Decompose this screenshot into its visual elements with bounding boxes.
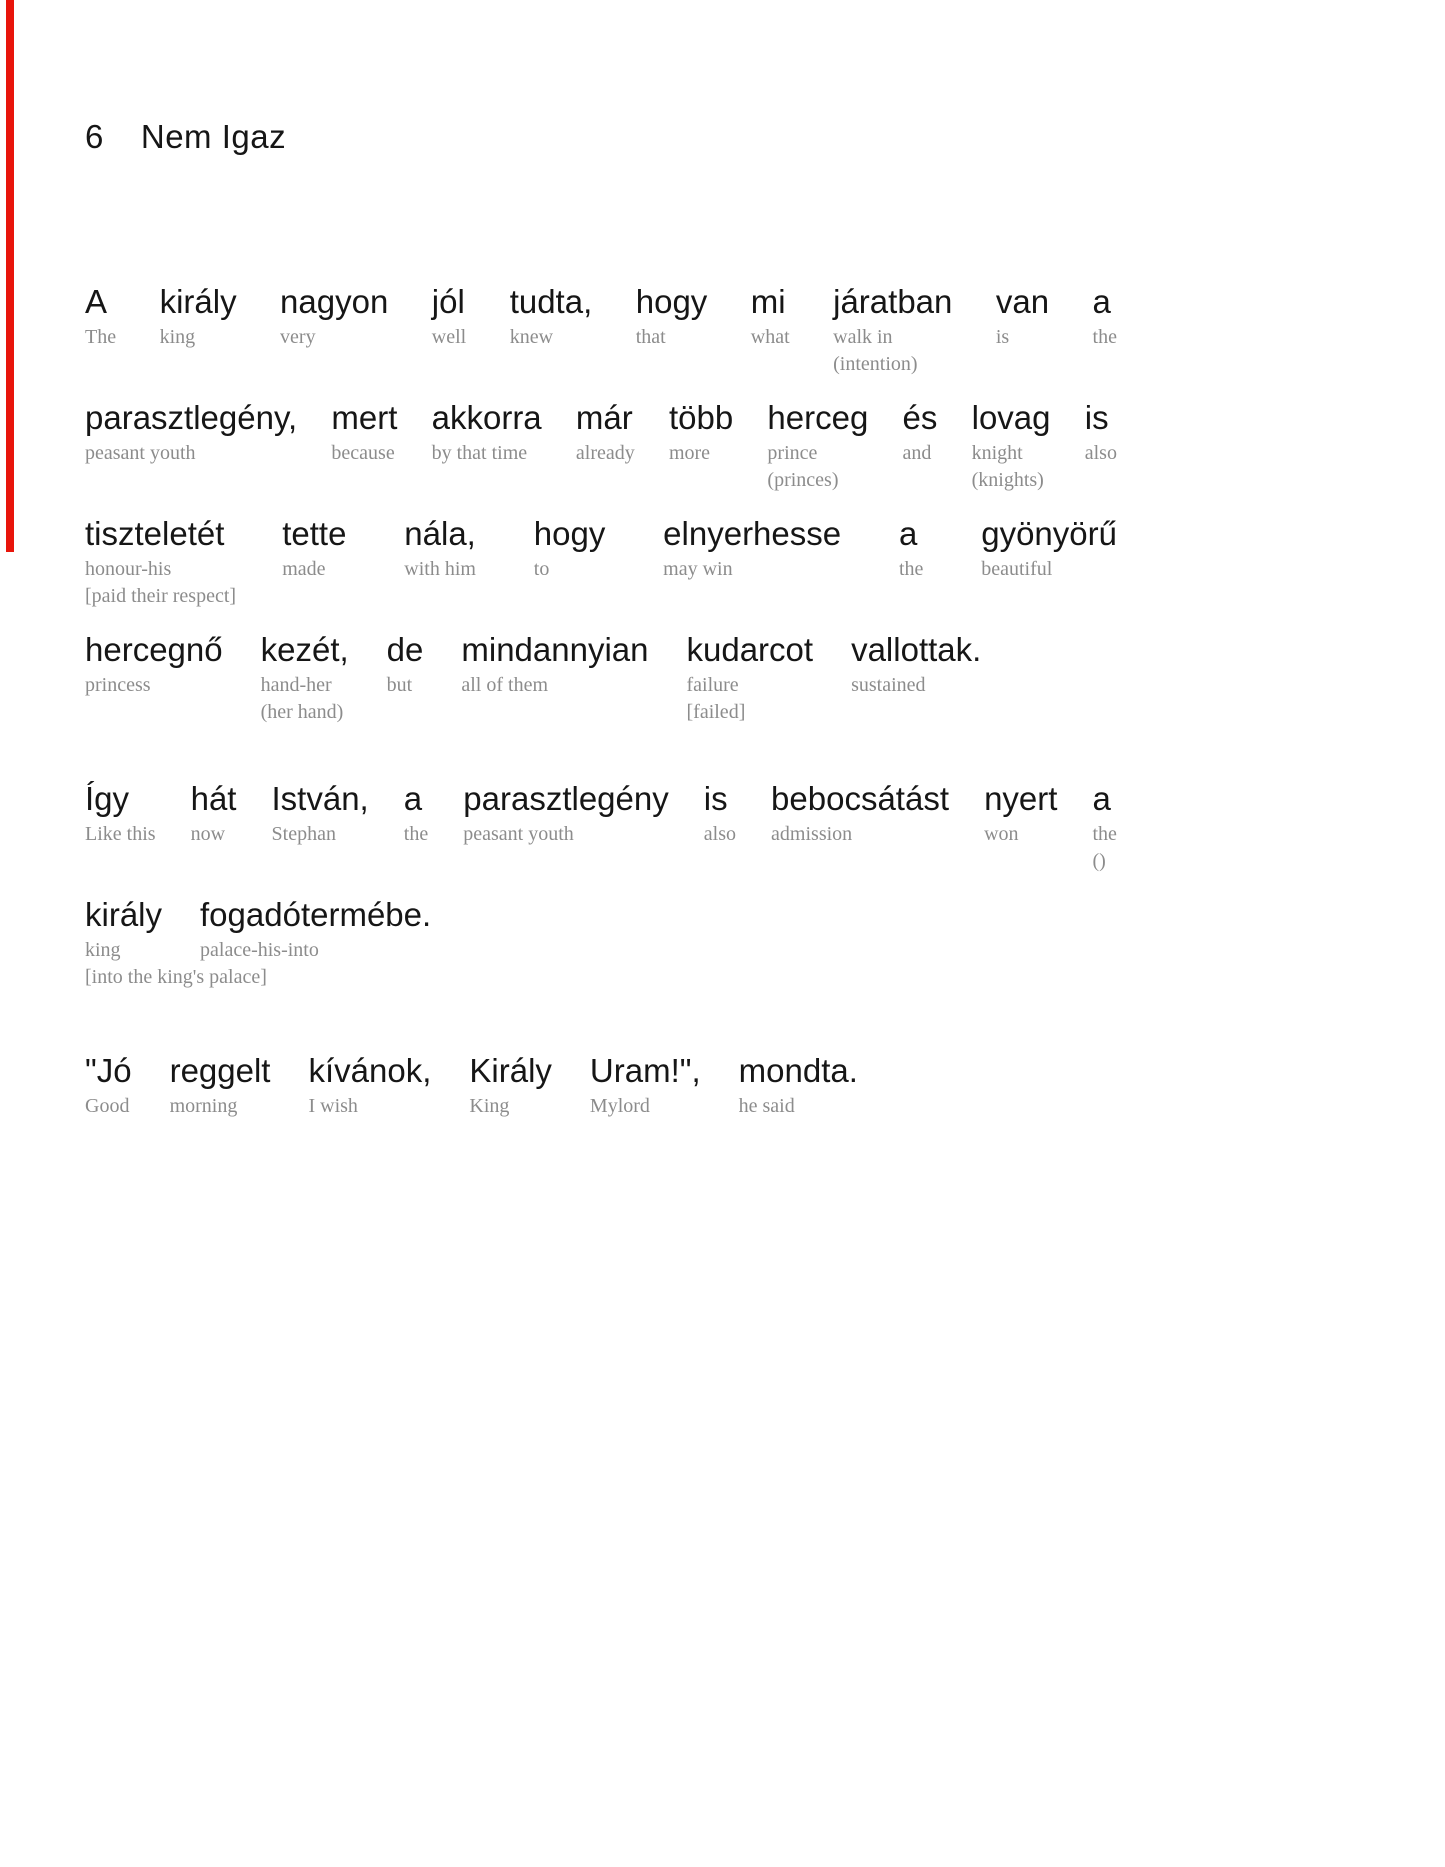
gloss-line: knew [509,326,554,348]
gloss-line: that [635,326,666,348]
gloss-line: I wish [308,1095,358,1117]
hungarian-word: de [386,631,424,668]
word-unit [981,512,1117,583]
word-unit [308,1049,431,1120]
word-unit [590,1049,701,1120]
word-unit [260,628,349,723]
gloss-line: also [703,823,736,845]
gloss-line: honour-his [85,558,172,580]
gloss-line: also [1084,442,1117,464]
gloss-line: very [280,326,316,348]
gloss-line: Good [85,1095,130,1117]
gloss-line: the [1092,823,1117,845]
gloss-line: King [469,1095,510,1117]
paragraph [85,1049,1445,1120]
word-unit [85,280,116,351]
word-unit [576,396,635,467]
chapter-title: Nem Igaz [140,118,287,155]
word-unit [432,280,466,351]
word-unit [170,1049,271,1120]
gloss-note: (her hand) [260,701,344,723]
gloss-line: the [403,823,429,845]
gloss-line: king [159,326,196,348]
word-unit [751,280,790,351]
word-unit [85,777,156,848]
hungarian-word: kudarcot [686,631,814,668]
hungarian-word: Király [469,1052,552,1089]
gloss-line: the [898,558,924,580]
hungarian-word: lovag [971,399,1051,436]
gloss-line: The [85,326,117,348]
hungarian-word: nála, [404,515,476,552]
word-unit [663,512,841,583]
word-unit [280,280,388,351]
word-unit [771,777,949,848]
word-unit [851,628,981,699]
word-unit [767,396,869,491]
gloss-line: peasant youth [463,823,574,845]
interlinear-row [85,396,1117,491]
word-unit [686,628,814,723]
hungarian-word: vallottak. [851,631,982,668]
word-unit [636,280,708,351]
word-unit [510,280,593,351]
word-unit [191,777,237,848]
gloss-line: sustained [851,674,926,696]
gloss-line: made [282,558,326,580]
word-unit [469,1049,552,1120]
gloss-note: [paid their respect] [85,585,237,607]
gloss-line: failure [686,674,739,696]
hungarian-word: A [85,283,108,320]
hungarian-word: tette [282,515,347,552]
word-unit [1092,777,1117,872]
hungarian-word: reggelt [169,1052,271,1089]
hungarian-word: mondta. [738,1052,858,1089]
word-unit [534,512,606,583]
hungarian-word: herceg [767,399,869,436]
word-unit [85,628,223,699]
hungarian-word: van [995,283,1050,320]
hungarian-word: járatban [833,283,953,320]
gloss-line: knight [971,442,1023,464]
word-unit [272,777,369,848]
paragraph [85,280,1445,723]
hungarian-word: több [668,399,734,436]
word-unit [85,1049,132,1120]
word-unit [200,893,431,964]
interlinear-row [85,512,1117,607]
word-unit [432,396,542,467]
hungarian-word: jól [431,283,465,320]
interlinear-row [85,777,1117,872]
word-unit [971,396,1051,491]
gloss-line: walk in [833,326,893,348]
hungarian-word: hát [190,780,237,817]
word-unit [1093,280,1117,351]
word-unit [996,280,1049,351]
hungarian-word: a [898,515,918,552]
gloss-line: and [902,442,932,464]
gloss-line: well [431,326,467,348]
hungarian-word: István, [271,780,369,817]
word-unit [899,512,923,583]
hungarian-word: tiszteletét [85,515,225,552]
paragraph [85,777,1445,988]
word-unit [461,628,648,699]
word-unit [739,1049,858,1120]
word-unit [282,512,346,583]
hungarian-word: elnyerhesse [663,515,842,552]
hungarian-word: gyönyörű [981,515,1117,552]
gloss-line: Mylord [589,1095,650,1117]
gloss-line: peasant youth [85,442,196,464]
hungarian-word: is [703,780,728,817]
margin-annotation-bar [6,0,14,552]
gloss-line: king [85,939,121,961]
gloss-line: now [190,823,226,845]
hungarian-word: mi [750,283,786,320]
chapter-heading [85,115,1445,159]
chapter-number: 6 [85,118,104,155]
gloss-line: princess [85,674,151,696]
gloss-line: already [575,442,635,464]
gloss-line: with him [404,558,476,580]
interlinear-row [85,280,1117,375]
gloss-line: is [995,326,1010,348]
hungarian-word: mindannyian [461,631,649,668]
word-unit [833,280,953,375]
gloss-line: by that time [431,442,528,464]
interlinear-text [85,280,1445,1120]
word-unit [85,512,237,607]
word-unit [463,777,668,848]
hungarian-word: parasztlegény, [85,399,298,436]
interlinear-row [85,893,432,988]
interlinear-row [85,1049,858,1120]
gloss-line: morning [169,1095,238,1117]
gloss-note: (knights) [971,469,1044,491]
gloss-note: (intention) [833,353,918,375]
hungarian-word: Így [85,780,130,817]
word-unit [903,396,938,467]
word-unit [984,777,1057,848]
hungarian-word: fogadótermébe. [200,896,432,933]
gloss-note: [failed] [686,701,746,723]
hungarian-word: mert [331,399,398,436]
hungarian-word: kívánok, [308,1052,432,1089]
word-unit [669,396,733,467]
word-unit [160,280,237,351]
hungarian-word: a [1092,283,1111,320]
gloss-note: (princes) [767,469,839,491]
gloss-line: Like this [85,823,156,845]
hungarian-word: és [902,399,938,436]
word-unit [387,628,424,699]
hungarian-word: hogy [533,515,606,552]
hungarian-word: király [159,283,237,320]
hungarian-word: tudta, [509,283,593,320]
hungarian-word: nyert [984,780,1058,817]
word-unit [704,777,736,848]
hungarian-word: akkorra [431,399,542,436]
interlinear-row [85,628,982,723]
hungarian-word: a [1092,780,1111,817]
word-unit [85,396,297,467]
gloss-line: more [668,442,711,464]
hungarian-word: nagyon [280,283,389,320]
hungarian-word: hogy [635,283,708,320]
hungarian-word: hercegnő [85,631,223,668]
gloss-line: what [750,326,790,348]
hungarian-word: kezét, [260,631,349,668]
gloss-line: but [386,674,413,696]
gloss-line: he said [738,1095,795,1117]
hungarian-word: "Jó [85,1052,132,1089]
gloss-line: the [1092,326,1117,348]
hungarian-word: király [85,896,163,933]
gloss-line: all of them [461,674,549,696]
gloss-line: prince [767,442,818,464]
gloss-line: Stephan [271,823,336,845]
hungarian-word: bebocsátást [771,780,950,817]
hungarian-word: Uram!", [589,1052,701,1089]
gloss-line: hand-her [260,674,332,696]
hungarian-word: parasztlegény [463,780,669,817]
word-unit [331,396,397,467]
hungarian-word: a [403,780,423,817]
hungarian-word: már [575,399,633,436]
word-unit [1085,396,1117,467]
gloss-line: admission [771,823,853,845]
gloss-note: [into the king's palace] [85,966,267,988]
gloss-line: to [533,558,550,580]
gloss-line: may win [663,558,733,580]
gloss-line: because [331,442,395,464]
word-unit [404,777,428,848]
gloss-line: beautiful [981,558,1053,580]
gloss-note: () [1092,850,1106,872]
word-unit [404,512,476,583]
gloss-line: won [984,823,1019,845]
gloss-line: palace-his-into [200,939,319,961]
hungarian-word: is [1084,399,1109,436]
